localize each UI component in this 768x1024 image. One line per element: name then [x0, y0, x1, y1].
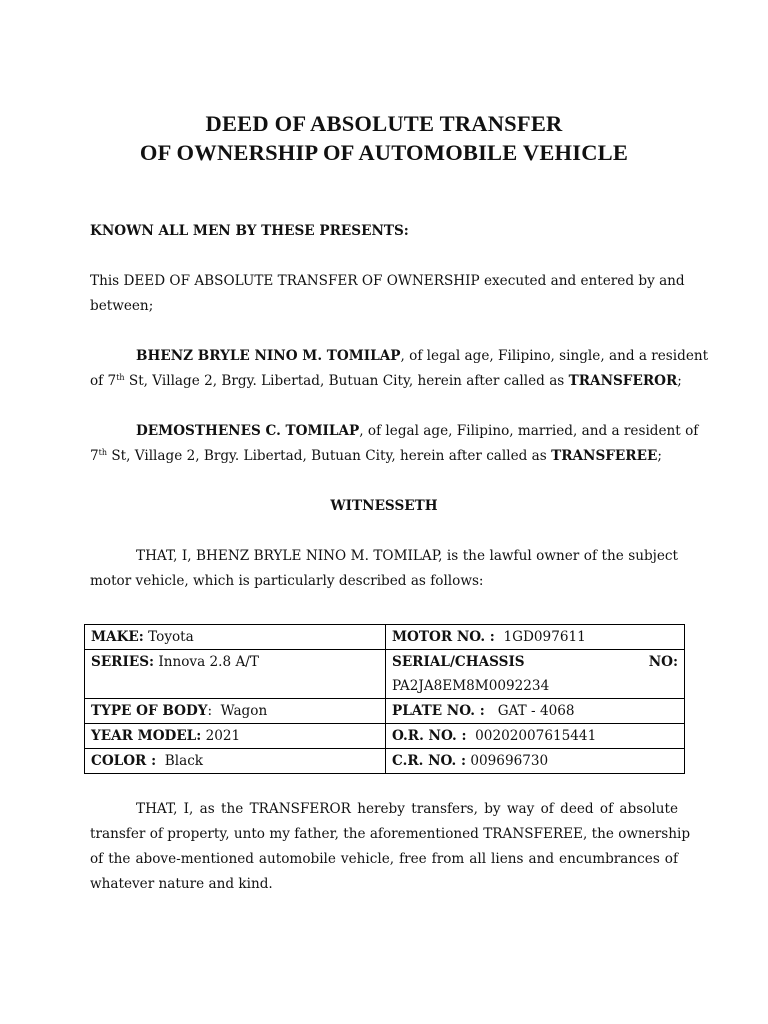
intro-heading	[90, 219, 678, 244]
transferor-superscript: th	[116, 373, 125, 382]
cr-label: C.R. NO. :	[392, 753, 467, 769]
or-value: 00202007615441	[466, 728, 597, 744]
transferee-address: St, Village 2, Brgy. Libertad, Butuan City, herein after called as	[107, 448, 552, 464]
or-label: O.R. NO. :	[392, 728, 467, 744]
transferor-end: ;	[677, 373, 682, 389]
make-label: MAKE:	[91, 629, 144, 645]
owner-line-1: THAT, I, BHENZ BRYLE NINO M. TOMILAP, is the lawful owner of the subject	[136, 548, 678, 564]
plate-value: GAT - 4068	[484, 703, 575, 719]
transferor-name: BHENZ BRYLE NINO M. TOMILAP	[136, 348, 401, 364]
plate-label: PLATE NO. :	[392, 703, 485, 719]
table-row	[85, 699, 685, 724]
transferee-role: TRANSFEREE	[551, 448, 658, 464]
body-value: : Wagon	[207, 703, 268, 719]
chassis-cell	[386, 650, 685, 699]
series-cell	[85, 650, 386, 699]
witnesseth-text: WITNESSETH	[330, 498, 438, 514]
body-cell	[85, 699, 386, 724]
transferor-line-2	[90, 369, 682, 394]
plate-cell	[386, 699, 685, 724]
intro-line-2: between;	[90, 298, 154, 314]
transferor-role: TRANSFEROR	[568, 373, 678, 389]
transferor-address: St, Village 2, Brgy. Libertad, Butuan City, herein after called as	[124, 373, 569, 389]
intro-line-1: This DEED OF ABSOLUTE TRANSFER OF OWNERSHIP executed and entered by and	[90, 273, 685, 289]
transferee-address-pre: 7	[90, 448, 99, 464]
title-line-1: DEED OF ABSOLUTE TRANSFER	[205, 111, 563, 136]
cr-cell	[386, 749, 685, 774]
year-label: YEAR MODEL:	[91, 728, 202, 744]
title-line-2: OF OWNERSHIP OF AUTOMOBILE VEHICLE	[139, 140, 629, 165]
transferor-line-1-rest: , of legal age, Filipino, single, and a resident	[400, 348, 709, 364]
transferee-line-2	[90, 444, 678, 469]
table-row	[85, 724, 685, 749]
transferee-line-1	[90, 419, 699, 444]
transferee-superscript: th	[98, 448, 108, 457]
or-cell	[386, 724, 685, 749]
transferee-end: ;	[657, 448, 662, 464]
make-value: Toyota	[143, 629, 194, 645]
motor-label: MOTOR NO. :	[392, 629, 495, 645]
motor-value: 1GD097611	[494, 629, 586, 645]
intro-heading-text: KNOWN ALL MEN BY THESE PRESENTS:	[90, 223, 409, 239]
closing-line-4: whatever nature and kind.	[90, 876, 273, 892]
witnesseth-heading	[90, 494, 678, 519]
vehicle-details-table	[84, 624, 685, 774]
transferee-line-1-rest: , of legal age, Filipino, married, and a resident of	[359, 423, 699, 439]
body-label: TYPE OF BODY	[91, 703, 208, 719]
table-row	[85, 625, 685, 650]
chassis-value: PA2JA8EM8M0092234	[392, 678, 550, 694]
owner-line-2: motor vehicle, which is particularly described as follows:	[90, 573, 484, 589]
transferor-address-pre: of 7	[90, 373, 117, 389]
transferee-name: DEMOSTHENES C. TOMILAP	[136, 423, 360, 439]
table-row	[85, 749, 685, 774]
series-label: SERIES:	[91, 654, 155, 670]
color-cell	[85, 749, 386, 774]
closing-line-3: of the above-mentioned automobile vehicle, free from all liens and encumbrances of	[90, 851, 678, 867]
chassis-label-row	[392, 650, 678, 674]
color-value: Black	[156, 753, 204, 769]
chassis-label-no: NO:	[648, 654, 678, 670]
closing-line-2: transfer of property, unto my father, the aforementioned TRANSFEREE, the ownership	[90, 826, 691, 842]
chassis-label: SERIAL/CHASSIS	[392, 654, 525, 670]
transferor-line-1	[90, 344, 709, 369]
year-cell	[85, 724, 386, 749]
cr-value: 009696730	[466, 753, 549, 769]
series-value: Innova 2.8 A/T	[154, 654, 259, 670]
motor-cell	[386, 625, 685, 650]
year-value: 2021	[201, 728, 241, 744]
closing-line-1: THAT, I, as the TRANSFEROR hereby transfers, by way of deed of absolute	[136, 801, 678, 817]
color-label: COLOR :	[91, 753, 157, 769]
table-row	[85, 650, 685, 699]
make-cell	[85, 625, 386, 650]
